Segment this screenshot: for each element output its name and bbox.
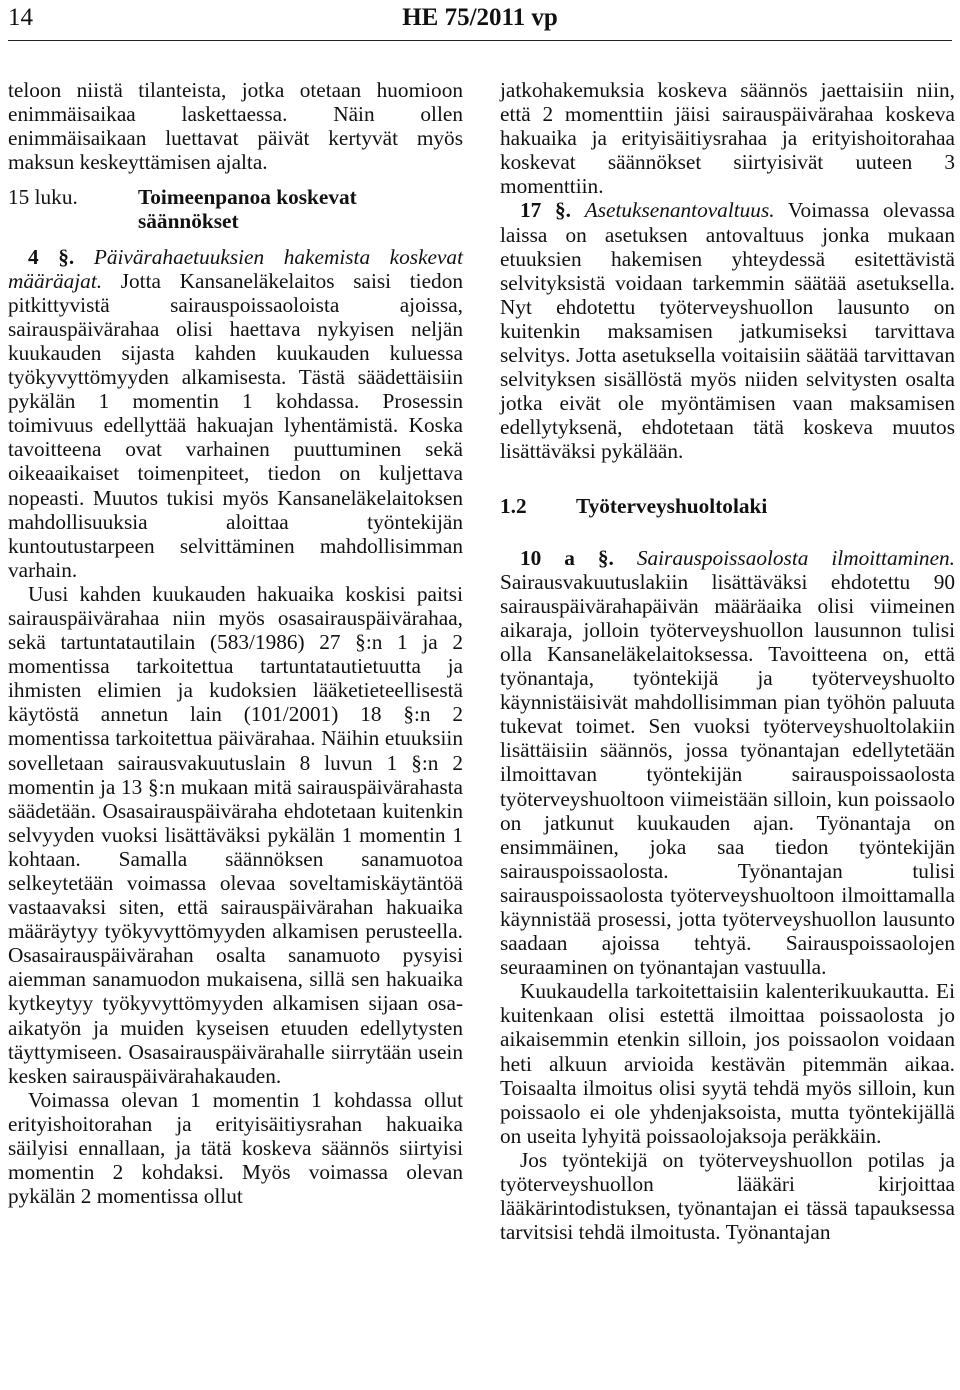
subsection-title: Työterveyshuoltolaki bbox=[576, 493, 768, 518]
subsection-heading bbox=[500, 494, 955, 518]
chapter-title: Toimeenpanoa koskevat säännökset bbox=[138, 185, 357, 234]
left-column bbox=[8, 78, 463, 1208]
header-rule bbox=[8, 40, 952, 41]
section-4 bbox=[8, 245, 463, 582]
chapter-heading bbox=[8, 185, 463, 233]
chapter-number: 15 luku. bbox=[8, 185, 78, 210]
section-17 bbox=[500, 198, 955, 463]
section-number: 17 §. bbox=[520, 198, 571, 223]
subsection-number: 1.2 bbox=[500, 493, 527, 518]
section-heading: Sairauspoissaolosta ilmoittaminen. bbox=[636, 545, 955, 570]
section-text: Voimassa olevassa laissa on asetuksen antovaltuus jonka mukaan etuuksien hakemisen yhteydessä esitettävistä selvityksistä voidaan tarkemmin säätää asetuksella. Nyt ehdotettu työterveyshuollon lausunto on kuitenkin maksamisen jatkumiseksi tarvittava selvitys. Jotta asetuksella voitaisiin säätää tarvittavan selvityksen sisällöstä myös niiden selvitysten osalta jotka eivät ole myöntämisen vaan maksamisen edellytyksenä, ehdotetaan tätä koskeva muutos lisättäväksi pykälään. bbox=[500, 198, 956, 464]
page-number: 14 bbox=[8, 4, 33, 31]
paragraph: Kuukaudella tarkoitettaisiin kalenterikuukautta. Ei kuitenkaan olisi estettä ilmoittaa poissaolosta jo aikaisemmin etenkin silloin, jos poissaolon voidaan heti alkuun arvioida kestävän pitemmän aikaa. Toisaalta ilmoitus olisi syytä tehdä myös silloin, kun poissaolo ei ole yhdenjaksoista, mutta työntekijällä on useita lyhyitä poissaolojaksoja peräkkäin. bbox=[500, 979, 955, 1148]
section-heading: Asetuksenantovaltuus. bbox=[584, 198, 775, 223]
section-text: Jotta Kansaneläkelaitos saisi tiedon pitkittyvistä sairauspoissaoloista ajoissa, sairauspäivärahaa olisi haettava nykyisen neljän kuukauden sijasta kahden kuukauden kuluessa työkyvyttömyyden alkamisesta. Tästä säädettäisiin pykälän 1 momentin 1 kohdassa. Prosessin toimivuus edellyttää hakuajan lyhentämistä. Koska tavoitteena ovat varhainen puuttuminen sekä oikeaaikaiset toimenpiteet, tiedon on kuljettava nopeasti. Muutos tukisi myös Kansaneläkelaitoksen mahdollisuuksia aloittaa työntekijän kuntoutustarpeen selvittäminen mahdollisimman varhain. bbox=[8, 268, 463, 582]
running-head: HE 75/2011 vp bbox=[402, 4, 558, 31]
section-number: 10 a §. bbox=[520, 545, 614, 570]
section-text: Sairausvakuutuslakiin lisättäväksi ehdotettu 90 sairauspäivärahapäivän määräaika olisi viimeinen aikaraja, jolloin työterveyshuollon lausunnon tulisi olla Kansaneläkelaitoksessa. Tavoitteena on, että työnantaja, työntekijä ja työterveyshuolto käynnistäisivät mahdollisimman pian työhön paluuta tukevat toimet. Sen vuoksi työterveyshuoltolakiin lisättäisiin säännös, jossa työnantajan edellytetään ilmoittavan työntekijän sairauspoissaolosta työterveyshuoltoon viimeistään silloin, kun poissaolo on jatkunut kuukauden ajan. Työnantaja on ensimmäinen, joka saa tiedon työntekijän sairauspoissaolosta. Työnantajan tulisi sairauspoissaolosta työterveyshuoltoon ilmoittamalla käynnistää prosessi, jotta työterveyshuollon lausunto saadaan ajoissa tehtyä. Sairauspoissaolojen seuraaminen on työnantajan vastuulla. bbox=[500, 569, 955, 980]
section-10a bbox=[500, 546, 955, 980]
paragraph: teloon niistä tilanteista, jotka otetaan huomioon enimmäisaikaa laskettaessa. Näin ollen enimmäisaikaan luettavat päivät kertyvät myös maksun keskeyttämisen ajalta. bbox=[8, 78, 463, 175]
section-heading: Päivärahaetuuksien hakemista koskevat määräajat. bbox=[8, 244, 463, 293]
paragraph: Uusi kahden kuukauden hakuaika koskisi paitsi sairauspäivärahaa niin myös osasairauspäivärahaa, sekä tartuntatautilain (583/1986) 27 §:n 1 ja 2 momentissa tarkoitettua tartuntatautietuutta ja ihmisten elimien ja kudoksien lääketieteellisestä käytöstä annetun lain (101/2001) 18 §:n 2 momentissa tarkoitettua päivärahaa. Näihin etuuksiin sovelletaan sairausvakuutuslain 8 luvun 1 §:n 2 momentin ja 13 §:n mukaan mitä sairauspäivärahasta säädetään. Osasairauspäiväraha ehdotetaan kuitenkin selvyyden vuoksi lisättäväksi pykälän 1 momentin 1 kohtaan. Samalla säännöksen sanamuotoa selkeytetään voimassa olevaa soveltamiskäytäntöä vastaavaksi siten, että sairauspäivärahan hakuaika määräytyy työkyvyttömyyden alkamisen perusteella. Osasairauspäivärahan osalta sanamuoto pysyisi aiemman sanamuodon mukaisena, sillä sen hakuaika kytkeytyy työkyvyttömyyden alkamisen sijaan osa-aikatyön ja muiden kyseisen etuuden edellytysten täyttymiseen. Osasairauspäivärahalle siirrytään usein kesken sairauspäivärahakauden. bbox=[8, 581, 463, 1088]
section-number: 4 §. bbox=[28, 244, 75, 269]
paragraph: Jos työntekijä on työterveyshuollon potilas ja työterveyshuollon lääkäri kirjoittaa lääkärintodistuksen, työnantajan ei tässä tapauksessa tarvitsisi tehdä ilmoitusta. Työnantajan bbox=[500, 1147, 955, 1245]
right-column bbox=[500, 78, 955, 1244]
paragraph: Voimassa olevan 1 momentin 1 kohdassa ollut erityishoitorahan ja erityisäitiysrahan hakuaika säilyisi ennallaan, ja tätä koskeva säännös siirtyisi momentin 2 kohdaksi. Myös voimassa olevan pykälän 2 momentissa ollut bbox=[8, 1087, 463, 1209]
paragraph: jatkohakemuksia koskeva säännös jaettaisiin niin, että 2 momenttiin jäisi sairauspäivärahaa koskeva hakuaika ja erityisäitiysrahaa ja erityishoitorahaa koskevat säännökset siirtyisivät uuteen 3 momenttiin. bbox=[500, 78, 955, 199]
